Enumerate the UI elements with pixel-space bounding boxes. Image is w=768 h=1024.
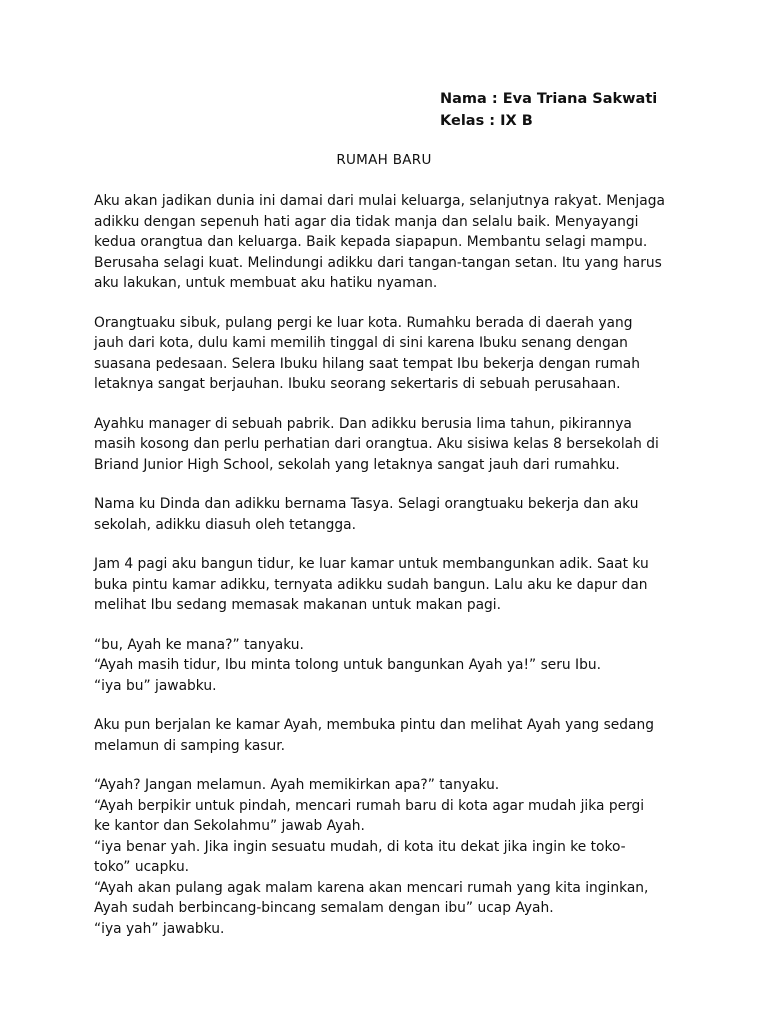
paragraph-line: kedua orangtua dan keluarga. Baik kepada siapapun. Membantu selagi mampu.	[94, 234, 648, 250]
paragraph-line: masih kosong dan perlu perhatian dari orangtua. Aku sisiwa kelas 8 bersekolah di	[94, 436, 659, 452]
paragraph-line: “Ayah? Jangan melamun. Ayah memikirkan apa?” tanyaku.	[94, 777, 500, 793]
paragraph-line: “Ayah akan pulang agak malam karena akan mencari rumah yang kita inginkan,	[94, 879, 649, 896]
paragraph-line: “iya benar yah. Jika ingin sesuatu mudah, di kota itu dekat jika ingin ke toko-	[94, 838, 626, 855]
paragraph-line: “Ayah masih tidur, Ibu minta tolong untuk bangunkan Ayah ya!” seru Ibu.	[94, 657, 602, 673]
paragraph-line: Orangtuaku sibuk, pulang pergi ke luar kota. Rumahku berada di daerah yang	[94, 314, 633, 331]
paragraph-line: Nama ku Dinda dan adikku bernama Tasya. Selagi orangtuaku bekerja dan aku	[94, 496, 639, 512]
paragraph-line: letaknya sangat berjauhan. Ibuku seorang sekertaris di sebuah perusahaan.	[94, 376, 621, 392]
paragraph-line: Briand Junior High School, sekolah yang letaknya sangat jauh dari rumahku.	[94, 456, 620, 473]
paragraph-line: jauh dari kota, dulu kami memilih tinggal di sini karena Ibuku senang dengan	[94, 335, 628, 351]
paragraph-line: suasana pedesaan. Selera Ibuku hilang saat tempat Ibu bekerja dengan rumah	[94, 355, 640, 372]
name-label: Nama	[440, 91, 487, 107]
paragraph-line: “iya yah” jawabku.	[94, 920, 225, 937]
paragraph-line: “bu, Ayah ke mana?” tanyaku.	[94, 636, 304, 653]
paragraph	[94, 635, 684, 697]
paragraph	[94, 313, 684, 395]
paragraph-line: melihat Ibu sedang memasak makanan untuk makan pagi.	[94, 597, 502, 613]
paragraph	[94, 715, 684, 756]
class-value: IX B	[500, 113, 533, 129]
paragraph-line: “Ayah berpikir untuk pindah, mencari rumah baru di kota agar mudah jika pergi	[94, 797, 645, 814]
paragraph-line: ke kantor dan Sekolahmu” jawab Ayah.	[94, 818, 365, 834]
paragraph-line: Ayahku manager di sebuah pabrik. Dan adikku berusia lima tahun, pikirannya	[94, 415, 632, 432]
paragraph	[94, 191, 684, 294]
class-label: Kelas	[440, 113, 485, 129]
paragraph-line: Berusaha selagi kuat. Melindungi adikku dari tangan-tangan setan. Itu yang harus	[94, 254, 662, 271]
paragraph-line: toko” ucapku.	[94, 859, 190, 875]
paragraph	[94, 494, 684, 535]
paragraph-line: aku lakukan, untuk membuat aku hatiku nyaman.	[94, 275, 438, 291]
story-body	[94, 191, 684, 958]
paragraph-line: “iya bu” jawabku.	[94, 677, 217, 694]
name-value: Eva Triana Sakwati	[502, 91, 658, 107]
student-info	[440, 88, 657, 132]
paragraph-line: adikku dengan sepenuh hati agar dia tidak manja dan selalu baik. Menyayangi	[94, 213, 639, 230]
paragraph-line: Aku akan jadikan dunia ini damai dari mulai keluarga, selanjutnya rakyat. Menjaga	[94, 193, 665, 209]
story-title	[0, 150, 768, 170]
student-name-row: Nama : Eva Triana Sakwati	[440, 91, 658, 107]
paragraph	[94, 554, 684, 616]
paragraph-line: Aku pun berjalan ke kamar Ayah, membuka pintu dan melihat Ayah yang sedang	[94, 717, 654, 733]
paragraph-line: Ayah sudah berbincang-bincang semalam dengan ibu” ucap Ayah.	[94, 900, 554, 916]
story-title-text: RUMAH BARU	[336, 152, 432, 168]
paragraph-line: Jam 4 pagi aku bangun tidur, ke luar kamar untuk membangunkan adik. Saat ku	[94, 556, 649, 572]
paragraph-line: melamun di samping kasur.	[94, 737, 285, 754]
student-class-row: Kelas : IX B	[440, 113, 533, 129]
paragraph	[94, 414, 684, 476]
paragraph-line: buka pintu kamar adikku, ternyata adikku sudah bangun. Lalu aku ke dapur dan	[94, 576, 648, 593]
paragraph	[94, 775, 684, 939]
paragraph-line: sekolah, adikku diasuh oleh tetangga.	[94, 516, 357, 533]
